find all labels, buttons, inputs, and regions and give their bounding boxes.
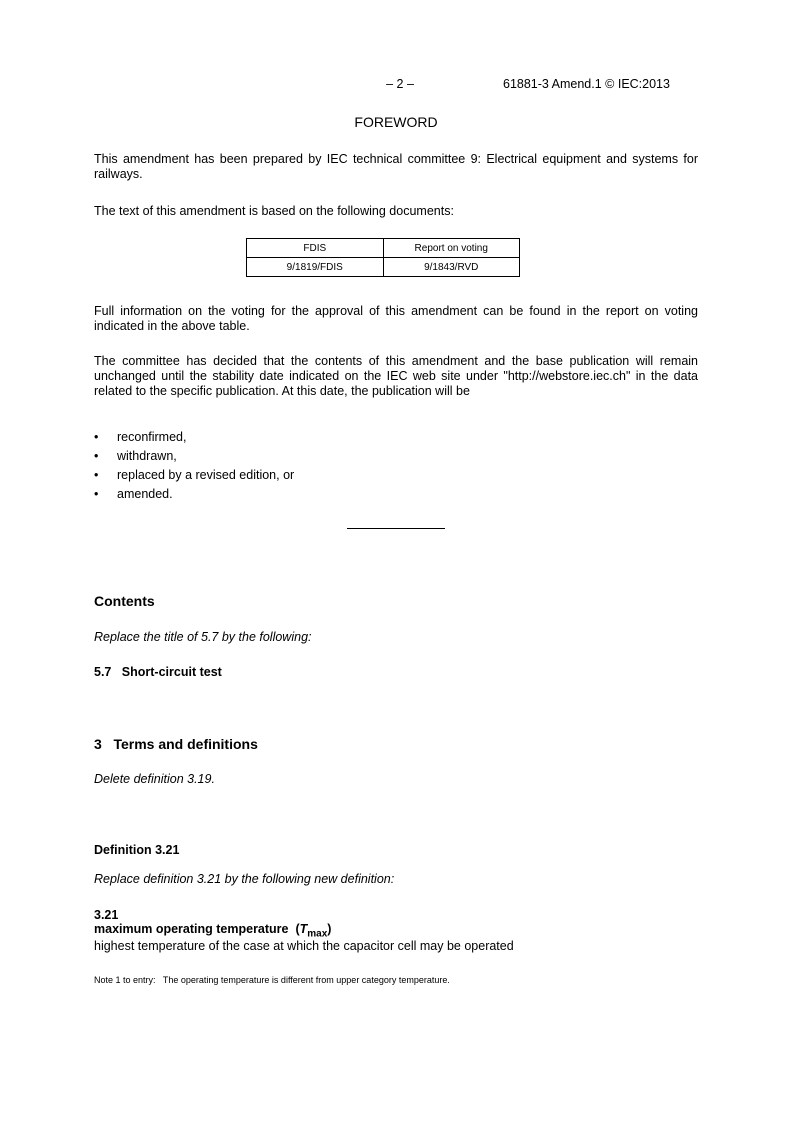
list-item: • reconfirmed, [94,430,187,444]
table-header-fdis: FDIS [247,239,384,258]
foreword-paragraph-2: The text of this amendment is based on the following documents: [94,204,454,218]
term-text: maximum operating temperature [94,922,289,936]
table-header-report: Report on voting [383,239,520,258]
table-cell-fdis: 9/1819/FDIS [247,258,384,277]
list-item: • withdrawn, [94,449,177,463]
table-header-row [247,239,520,258]
foreword-title: FOREWORD [354,114,438,130]
publication-options-list [94,430,294,506]
foreword-paragraph-3: Full information on the voting for the approval of this amendment can be found in the report on voting indicated in the above table. [94,304,698,333]
document-reference: 61881-3 Amend.1 © IEC:2013 [503,77,670,91]
bullet-icon: • [94,449,99,463]
definition-heading: Definition 3.21 [94,843,180,857]
foreword-paragraph-1: This amendment has been prepared by IEC technical committee 9: Electrical equipment and systems for railways. [94,152,698,181]
section-divider [347,528,445,529]
bullet-icon: • [94,468,99,482]
term-symbol: $(T_{max})$ [295,922,332,940]
foreword-paragraph-4: The committee has decided that the contents of this amendment and the base publication will remain unchanged until the stability date indicated on the IEC web site under "http://webstore.iec.ch" in the data related to the specific publication. At this date, the publication will be [94,354,698,398]
definition-instruction: Replace definition 3.21 by the following new definition: [94,872,395,886]
page-number: – 2 – [386,77,414,91]
definition-text: highest temperature of the case at which the capacitor cell may be operated [94,939,514,953]
bullet-icon: • [94,430,99,444]
contents-instruction: Replace the title of 5.7 by the following: [94,630,312,644]
contents-item: 5.7 Short-circuit test [94,665,222,679]
list-item: • amended. [94,487,173,501]
voting-documents-table [246,238,520,277]
definition-note: Note 1 to entry: The operating temperature is different from upper category temperature. [94,975,450,985]
section-instruction: Delete definition 3.19. [94,772,215,786]
table-row [247,258,520,277]
section-heading: 3 Terms and definitions [94,736,258,752]
contents-heading: Contents [94,593,155,609]
list-item: • replaced by a revised edition, or [94,468,295,482]
table-cell-rvd: 9/1843/RVD [383,258,520,277]
definition-number: 3.21 [94,908,119,922]
bullet-icon: • [94,487,99,501]
